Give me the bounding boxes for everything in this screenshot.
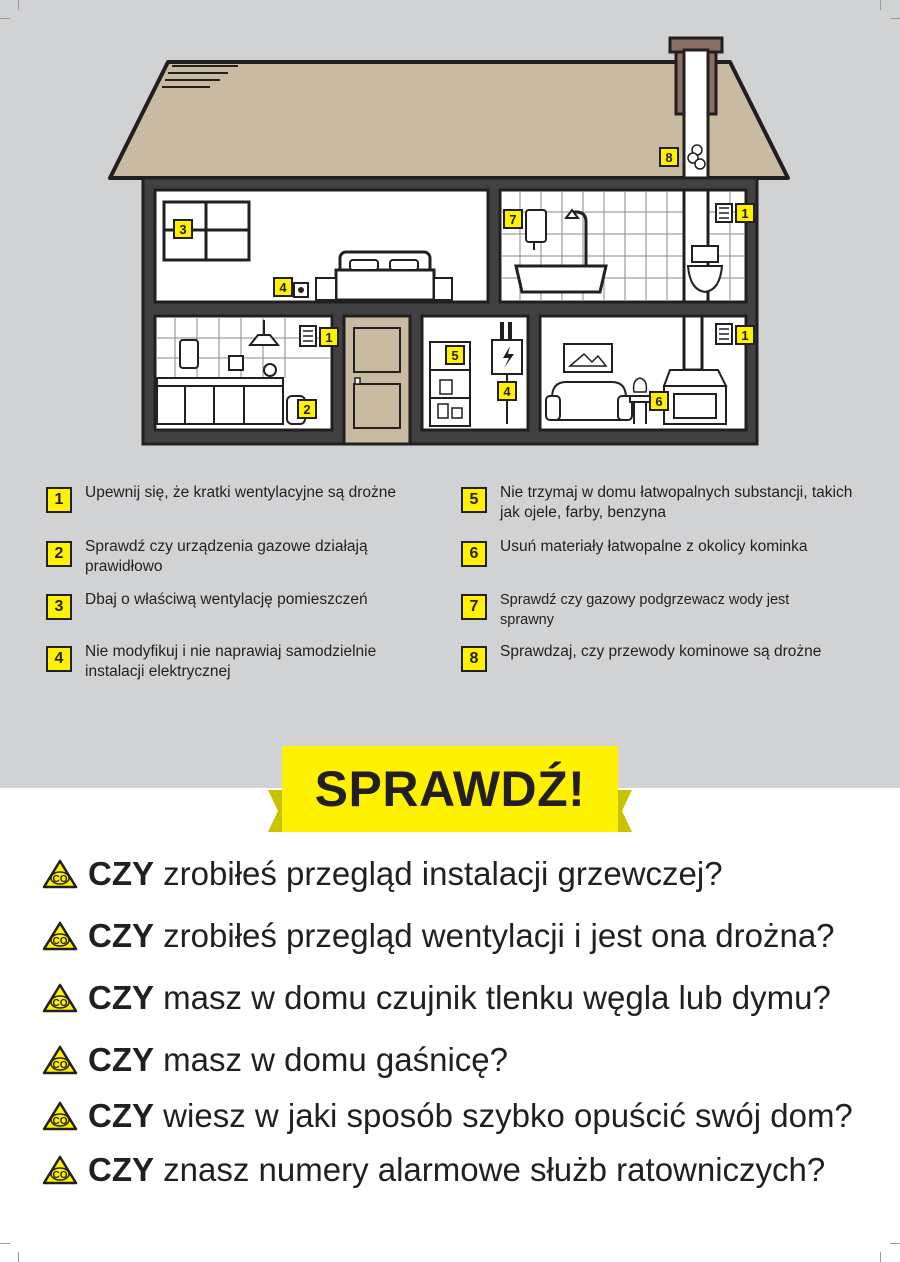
legend-text: Nie trzymaj w domu łatwopalnych substancji, takich jak ojele, farby, benzyna [500,484,853,521]
co-warning-triangle-icon [42,983,78,1013]
question-prefix: CZY [88,1041,154,1078]
svg-text:CO: CO [52,998,68,1009]
legend-number: 5 [461,487,487,513]
question-body: znasz numery alarmowe służb ratowniczych? [163,1151,826,1188]
crop-mark [890,1243,900,1244]
legend-item-2 [46,537,405,577]
marker-1-kitchen [320,328,338,346]
legend-text: Nie modyfikuj i nie naprawiaj samodzielnie instalacji elektrycznej [85,643,377,680]
question-3 [42,976,831,1020]
legend-text: Dbaj o właściwą wentylację pomieszczeń [85,591,368,608]
marker-1-bathroom [736,204,754,222]
crop-mark [18,1252,19,1262]
svg-text:CO: CO [52,936,68,947]
utility-room [422,316,528,430]
question-text [88,855,723,893]
question-prefix: CZY [88,855,154,892]
co-warning-triangle-icon [42,1101,78,1131]
question-body: zrobiłeś przegląd instalacji grzewczej? [163,855,723,892]
marker-4-bedroom [274,278,292,296]
question-text [88,1041,508,1079]
svg-text:4: 4 [279,280,287,295]
legend-number: 4 [46,646,72,672]
legend-number: 3 [46,594,72,620]
legend-text: Sprawdź czy gazowy podgrzewacz wody jest sprawny [500,592,790,628]
question-body: masz w domu gaśnicę? [163,1041,508,1078]
question-text [88,917,835,955]
svg-text:5: 5 [451,348,459,363]
question-6 [42,1148,825,1192]
house-illustration [0,0,900,460]
svg-text:1: 1 [325,330,333,345]
legend-text: Sprawdź czy urządzenia gazowe działają prawidłowo [85,538,368,575]
marker-1-living [736,326,754,344]
legend-text: Upewnij się, że kratki wentylacyjne są drożne [85,484,396,501]
marker-7 [504,210,522,228]
co-warning-triangle-icon [42,1155,78,1185]
question-body: masz w domu czujnik tlenku węgla lub dymu? [163,979,831,1016]
legend-number: 7 [461,594,487,620]
svg-text:2: 2 [303,402,311,417]
crop-mark [880,1252,881,1262]
marker-5 [446,346,464,364]
living-room [540,316,749,430]
legend-item-5 [461,483,870,523]
svg-text:CO: CO [52,1116,68,1127]
co-warning-triangle-icon [42,1045,78,1075]
question-1 [42,852,723,896]
question-body: wiesz w jaki sposób szybko opuścić swój dom? [163,1097,853,1134]
question-2 [42,914,835,958]
co-warning-triangle-icon [42,859,78,889]
question-4 [42,1038,508,1082]
question-prefix: CZY [88,917,154,954]
marker-3 [174,220,192,238]
legend-text: Usuń materiały łatwopalne z okolicy kominka [500,538,808,555]
legend-item-8 [461,642,880,672]
question-prefix: CZY [88,1097,154,1134]
svg-text:8: 8 [665,150,673,165]
legend-number: 1 [46,487,72,513]
banner-title: SPRAWDŹ! [314,761,586,817]
question-text [88,1151,825,1189]
svg-text:4: 4 [503,384,511,399]
svg-text:1: 1 [741,328,749,343]
question-body: zrobiłeś przegląd wentylacji i jest ona drożna? [163,917,835,954]
svg-text:CO: CO [52,874,68,885]
marker-2 [298,400,316,418]
legend-number: 2 [46,541,72,567]
co-warning-triangle-icon [42,921,78,951]
svg-text:CO: CO [52,1060,68,1071]
svg-text:6: 6 [655,394,663,409]
legend-text: Sprawdzaj, czy przewody kominowe są drożne [500,643,822,660]
legend-number: 6 [461,541,487,567]
question-prefix: CZY [88,979,154,1016]
front-door [344,316,410,444]
svg-text:3: 3 [179,222,187,237]
question-5 [42,1094,853,1138]
crop-mark [0,1243,10,1244]
legend-item-4 [46,642,415,682]
legend-item-6 [461,537,880,567]
marker-6 [650,392,668,410]
legend-item-1 [46,483,425,513]
svg-text:CO: CO [52,1170,68,1181]
question-text [88,1097,853,1135]
legend-item-3 [46,590,425,620]
svg-text:1: 1 [741,206,749,221]
question-prefix: CZY [88,1151,154,1188]
bedroom [155,190,488,302]
bathroom [500,190,749,302]
marker-8 [660,148,678,166]
legend-number: 8 [461,646,487,672]
marker-4-utility [498,382,516,400]
question-text [88,979,831,1017]
svg-text:7: 7 [509,212,517,227]
legend-item-7 [461,590,830,630]
